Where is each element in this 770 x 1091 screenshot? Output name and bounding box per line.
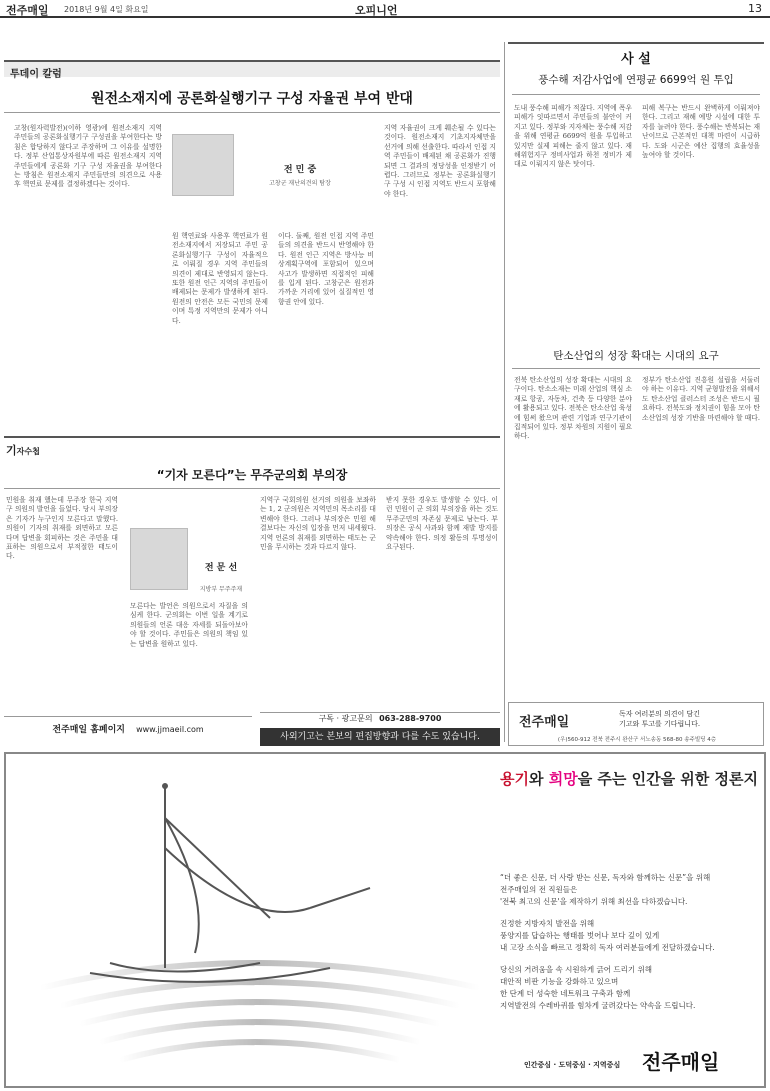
- reporter-text-2: 지역구 국회의원 선거의 의원을 보좌하는 1, 2 군의원은 지역민의 목소리를 대변해야 한다. 그러나 부의장은 민원 해결보다는 자신의 입장을 먼저 내세웠다. 지역 언론의 취재를 외면하는 태도는 군민을 무시하는 것과 다르지 않다.: [260, 496, 376, 552]
- paper-name: 전주매일: [6, 4, 49, 17]
- ad-tagline: 인간중심 · 도덕중심 · 지역중심: [524, 1061, 621, 1069]
- page-number: 13: [748, 2, 762, 15]
- reporter-label-sub: 자수첩: [16, 447, 40, 456]
- divider: [4, 488, 500, 489]
- reporter-label-main: 기: [6, 444, 17, 457]
- reporter-label: [6, 442, 40, 458]
- ad-slogan-rest: 을 주는 인간을 위한 정론지: [577, 770, 758, 788]
- editorial-title-2: 탄소산업의 성장 확대는 시대의 요구: [553, 350, 719, 362]
- sailboat-illustration: [10, 758, 500, 1084]
- ad-line: 내 고장 소식을 빠르고 정확히 독자 여러분들에게 전달하겠습니다.: [500, 943, 715, 952]
- reporter-rule: [4, 436, 500, 438]
- divider: [512, 94, 760, 95]
- editorial-rule: [508, 42, 764, 44]
- ad-slogan-mid: 와: [528, 770, 549, 788]
- homepage-label: 전주매일 홈페이지: [52, 725, 125, 735]
- subscription-label: 구독 · 광고문의: [318, 714, 373, 723]
- editorial-1-text-a: 도내 풍수해 피해가 적잖다. 지역에 폭우 피해가 잇따르면서 주민들의 불안이 커지고 있다. 정부와 지자체는 풍수해 저감을 위해 연평균 6699억 원을 투입하고 있지만 실제 피해는 줄지 않고 있다. 재해위험지구 정비사업과 하천 정비가 제대로 이뤄지지 않은 탓이다.: [514, 104, 632, 169]
- editorial-2-text-a: 전북 탄소산업의 성장 확대는 시대의 요구이다. 탄소소재는 미래 산업의 핵심 소재로 항공, 자동차, 건축 등 다양한 분야에 활용되고 있다. 전북은 탄소산업 육성에 힘써 왔으며 관련 기업과 연구기관이 집적되어 있다. 정부 차원의 지원이 필요하다.: [514, 376, 632, 441]
- subscription-phone: 063-288-9700: [379, 714, 442, 723]
- today-column-text-3: 이다. 둘째, 원전 인접 지역 주민들의 의견을 반드시 반영해야 한다. 원전 인근 지역은 방사능 비상계획구역에 포함되어 있으며 사고가 발생하면 직접적인 피해를 입게 된다. 고창군은 원전과 가까운 거리에 있어 실질적인 영향권 안에 있다.: [278, 232, 374, 306]
- issue-date: 2018년 9월 4일 화요일: [64, 5, 149, 14]
- contact-text-2: 기고와 투고를 기다립니다.: [619, 720, 701, 728]
- today-column-text-4: 지역 자율권이 크게 훼손될 수 있다는 것이다. 원전소재지 기초지자체만을 선거에 의해 선출한다. 따라서 인접 지역 주민들이 배제된 채 공론화가 진행되면 그 결과의 정당성을 인정받기 어렵다. 그러므로 정부는 공론화실행기구 구성 시 인접 지역도 반드시 포함해야 한다.: [384, 124, 496, 198]
- ad-line: 한 단계 더 성숙한 네트워크 구축과 함께: [500, 989, 631, 998]
- promo-ad: [4, 752, 766, 1088]
- ad-line: 당신의 거려움을 속 시원하게 긁어 드리기 위해: [500, 965, 652, 974]
- author-role: 고창군 재난의견의 탐장: [269, 180, 331, 187]
- contact-box: [508, 702, 764, 746]
- subscription-line: [260, 712, 500, 727]
- section-title: 오피니언: [355, 4, 398, 17]
- contact-logo: 전주매일: [519, 715, 570, 730]
- page-header: [0, 0, 770, 18]
- reporter-title: “기자 모른다”는 무주군의회 부의장: [156, 468, 348, 482]
- ad-line: 대안적 비판 기능을 강화하고 있으며: [500, 977, 619, 986]
- editorial-label: 사 설: [621, 52, 651, 67]
- column-divider: [504, 42, 505, 742]
- ad-line: “더 좋은 신문, 더 사랑 받는 신문, 독자와 함께하는 신문”을 위해: [500, 873, 711, 882]
- divider: [4, 112, 500, 113]
- today-column-text-1: 고창(원자력발전)(이하 영광)에 원전소재지 지역주민들의 공론화실행기구 구성권을 부여한다는 방침은 합당하지 않다고 주장하며 그 이유를 설명한다. 정부 산업통상자원부에 따른 원전소재지 지역주민들에게 공론화 기구 구성 자율권을 부여한다는 방침은 원전소재지 주민들만의 의견으로 사용후 핵연료 문제를 결정하겠다는 것이다.: [14, 124, 162, 189]
- ad-line: 지역발전의 수레바퀴를 힘차게 굴려갔다는 약속을 드립니다.: [500, 1001, 696, 1010]
- author-name: 전 민 중: [283, 165, 317, 175]
- reporter-name: 전 문 선: [204, 563, 238, 573]
- reporter-photo: [130, 528, 188, 590]
- homepage-box: [4, 716, 252, 741]
- ad-logo: 전주매일: [642, 1050, 720, 1074]
- ad-line: 풍양지를 답습하는 행태를 벗어나 보다 깊이 있게: [500, 931, 660, 940]
- editorial-title-1: 풍수해 저감사업에 연평균 6699억 원 투입: [538, 74, 734, 86]
- editorial-2-text-b: 정부가 탄소산업 진흥원 설립을 서둘러야 하는 이유다. 지역 균형발전을 위해서도 탄소산업 클러스터 조성은 반드시 필요하다. 전북도와 정치권이 힘을 모아 탄소산업의 성장 기반을 마련해야 할 때다.: [642, 376, 760, 422]
- contribution-notice: 사외기고는 본보의 편집방향과 다를 수도 있습니다.: [260, 728, 500, 746]
- ad-paragraph-1: [500, 872, 710, 908]
- contact-address: (우)560-912 전북 전주시 완산구 서노송동 568-80 송주빌딩 4층: [557, 737, 717, 743]
- ad-slogan-word-1: 용기: [500, 770, 529, 788]
- ad-line: 전주매일의 전 직원들은: [500, 885, 578, 894]
- ad-line: 진정한 지방자치 발전을 위해: [500, 919, 595, 928]
- contact-text-1: 독자 여러분의 의견이 담긴: [619, 710, 701, 718]
- ad-slogan: [500, 768, 758, 789]
- today-column-text-2: 원 핵연료와 사용후 핵연료가 원전소재지에서 저장되고 주민 공론화실행기구 구성이 자율적으로 이뤄질 경우 지역 주민들의 의견이 제대로 반영되지 않는다. 또한 원전 인근 지역의 주민들이 배제되는 문제가 발생하게 된다. 원전의 안전은 모든 국민의 문제이며 특정 지역만의 문제가 아니다.: [172, 232, 268, 325]
- ad-slogan-word-2: 희망: [548, 770, 578, 788]
- today-column-label: 투데이 칼럼: [4, 60, 500, 77]
- ad-paragraph-2: [500, 918, 715, 954]
- author-photo: [172, 134, 234, 196]
- editorial-1-text-b: 피해 복구는 반드시 완벽하게 이뤄져야 한다. 그리고 재해 예방 시설에 대한 투자를 늘려야 한다. 풍수해는 반복되는 재난이므로 근본적인 대책 마련이 시급하다. 도와 시군은 예산 집행의 효율성을 높여야 할 것이다.: [642, 104, 760, 160]
- divider: [512, 368, 760, 369]
- reporter-text-3: 모른다는 발언은 의원으로서 자질을 의심케 한다. 군의회는 이번 일을 계기로 의원들의 언론 대응 자세를 되돌아보아야 할 것이다. 주민들은 의원의 책임 있는 답변을 원하고 있다.: [130, 602, 248, 648]
- today-column-title: 원전소재지에 공론화실행기구 구성 자율권 부여 반대: [91, 91, 413, 107]
- homepage-url[interactable]: www.jjmaeil.com: [136, 725, 204, 734]
- reporter-role: 지방부 무주주재: [199, 586, 243, 593]
- ad-paragraph-3: [500, 964, 695, 1012]
- reporter-text-4: 받지 못한 경우도 발생할 수 있다. 이런 민원이 군 의회 부의장을 하는 것도 무주군민의 자존심 문제로 남는다. 부의장은 공식 사과와 함께 재발 방지를 약속해야 한다. 의정 활동의 투명성이 요구된다.: [386, 496, 498, 552]
- reporter-text-1: 민원을 취재 했는데 무주장 한국 지역구 의원의 발언을 들었다. 당시 부의장은 기자가 누구인지 모른다고 말했다. 의원이 기자의 취재를 외면하고 모른다며 답변을 회피하는 것은 주민을 대표하는 의원으로서 부적절한 태도이다.: [6, 496, 118, 561]
- ad-line: '전북 최고의 신문'을 제작하기 위해 최선을 다하겠습니다.: [500, 897, 688, 906]
